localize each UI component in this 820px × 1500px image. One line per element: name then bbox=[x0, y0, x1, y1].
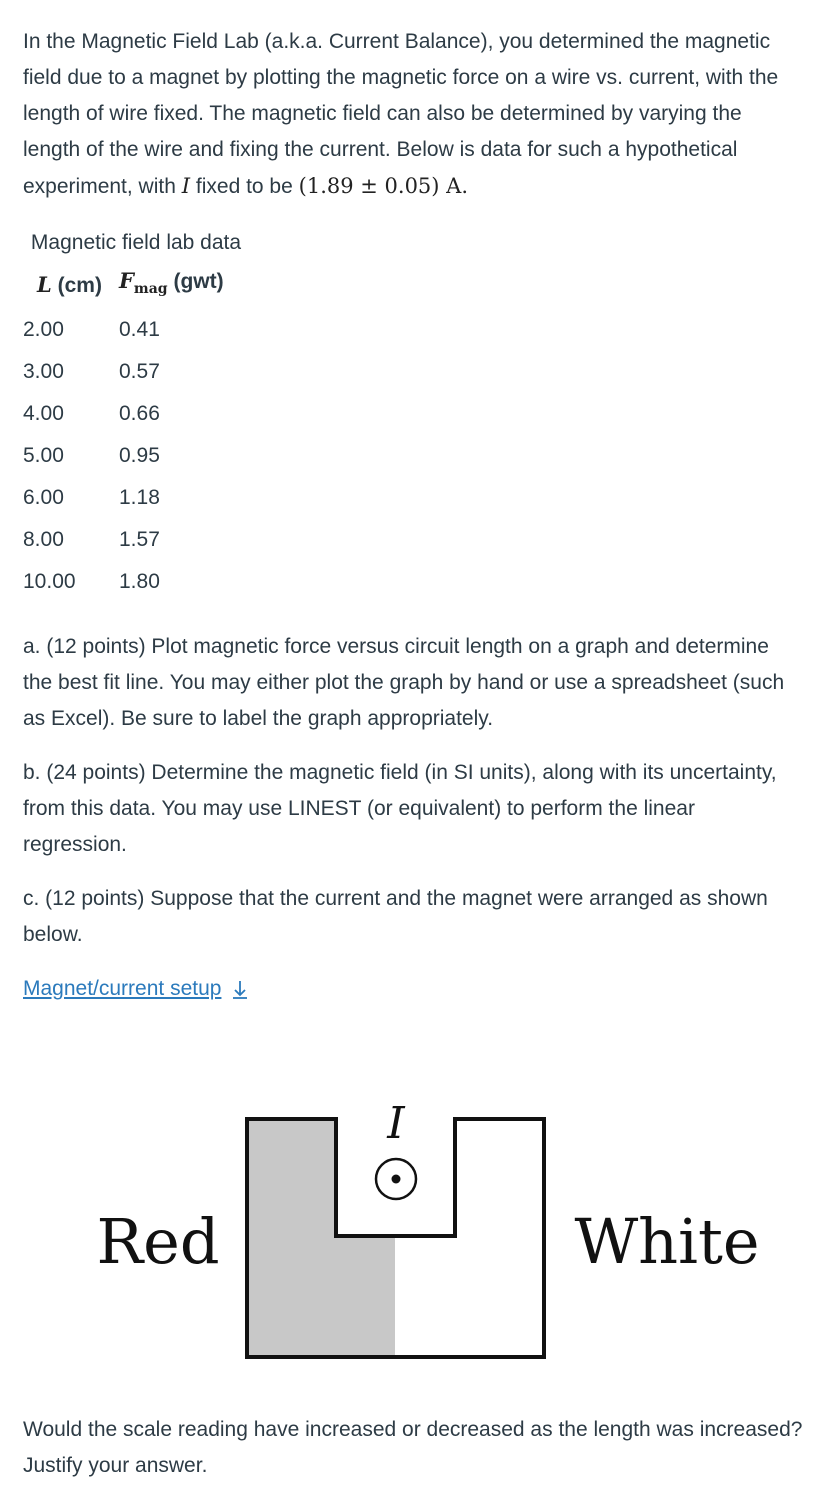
current-symbol: I bbox=[181, 174, 191, 198]
table-row bbox=[23, 309, 269, 351]
setup-link-label: Magnet/current setup bbox=[23, 977, 222, 1000]
current-value: (1.89 ± 0.05) A. bbox=[298, 174, 469, 198]
data-table bbox=[23, 261, 269, 603]
header-force: $F_{mag}$ (gwt) bbox=[119, 268, 224, 297]
cell-length: 6.00 bbox=[23, 486, 64, 509]
table-row bbox=[23, 561, 269, 603]
question-b: b. (24 points) Determine the magnetic field (in SI units), along with its uncertainty, from this data. You may use LINEST (or equivalent) to perform the linear regression. bbox=[23, 761, 777, 856]
data-table-block bbox=[23, 225, 283, 603]
current-dot bbox=[392, 1175, 401, 1184]
white-label: White bbox=[574, 1205, 760, 1278]
cell-length: 4.00 bbox=[23, 402, 64, 425]
assignment-content bbox=[23, 24, 803, 1007]
cell-length: 8.00 bbox=[23, 528, 64, 551]
intro-text-2: fixed to be bbox=[195, 175, 293, 198]
cell-force: 1.80 bbox=[119, 570, 160, 593]
cell-length: 5.00 bbox=[23, 444, 64, 467]
current-label: I bbox=[387, 1098, 405, 1149]
cell-force: 1.57 bbox=[119, 528, 160, 551]
magnet-current-figure bbox=[0, 1080, 820, 1370]
cell-length: 3.00 bbox=[23, 360, 64, 383]
intro-text-1: In the Magnetic Field Lab (a.k.a. Current Balance), you determined the magnetic field due to a magnet by plotting the magnetic force on a wire vs. current, with the length of wire fixed. The magnetic field can also be determined by varying the length of the wire and fixing the current. Below is data for such a hypothetical experiment, with bbox=[23, 30, 779, 198]
cell-length: 10.00 bbox=[23, 570, 76, 593]
red-label: Red bbox=[96, 1205, 220, 1278]
setup-download-link[interactable] bbox=[23, 977, 221, 1000]
table-row bbox=[23, 393, 269, 435]
magnet-diagram bbox=[0, 1080, 820, 1370]
cell-force: 0.57 bbox=[119, 360, 160, 383]
cell-force: 1.18 bbox=[119, 486, 160, 509]
cell-force: 0.95 bbox=[119, 444, 160, 467]
table-caption: Magnetic field lab data bbox=[30, 231, 242, 254]
table-row bbox=[23, 351, 269, 393]
cell-force: 0.41 bbox=[119, 318, 160, 341]
cell-length: 2.00 bbox=[23, 318, 64, 341]
table-row bbox=[23, 477, 269, 519]
cell-force: 0.66 bbox=[119, 402, 160, 425]
intro-paragraph bbox=[23, 24, 798, 205]
question-c: c. (12 points) Suppose that the current and the magnet were arranged as shown below. bbox=[23, 887, 768, 946]
table-header-row bbox=[23, 261, 269, 309]
final-question: Would the scale reading have increased or decreased as the length was increased? Justify your answer. bbox=[23, 1418, 803, 1477]
header-length: L (cm) bbox=[37, 271, 102, 297]
table-row bbox=[23, 435, 269, 477]
table-row bbox=[23, 519, 269, 561]
download-icon[interactable] bbox=[231, 976, 249, 1000]
setup-link-line bbox=[23, 971, 803, 1007]
question-a: a. (12 points) Plot magnetic force versus circuit length on a graph and determine the best fit line. You may either plot the graph by hand or use a spreadsheet (such as Excel). Be sure to label the graph appropriately. bbox=[23, 635, 785, 730]
